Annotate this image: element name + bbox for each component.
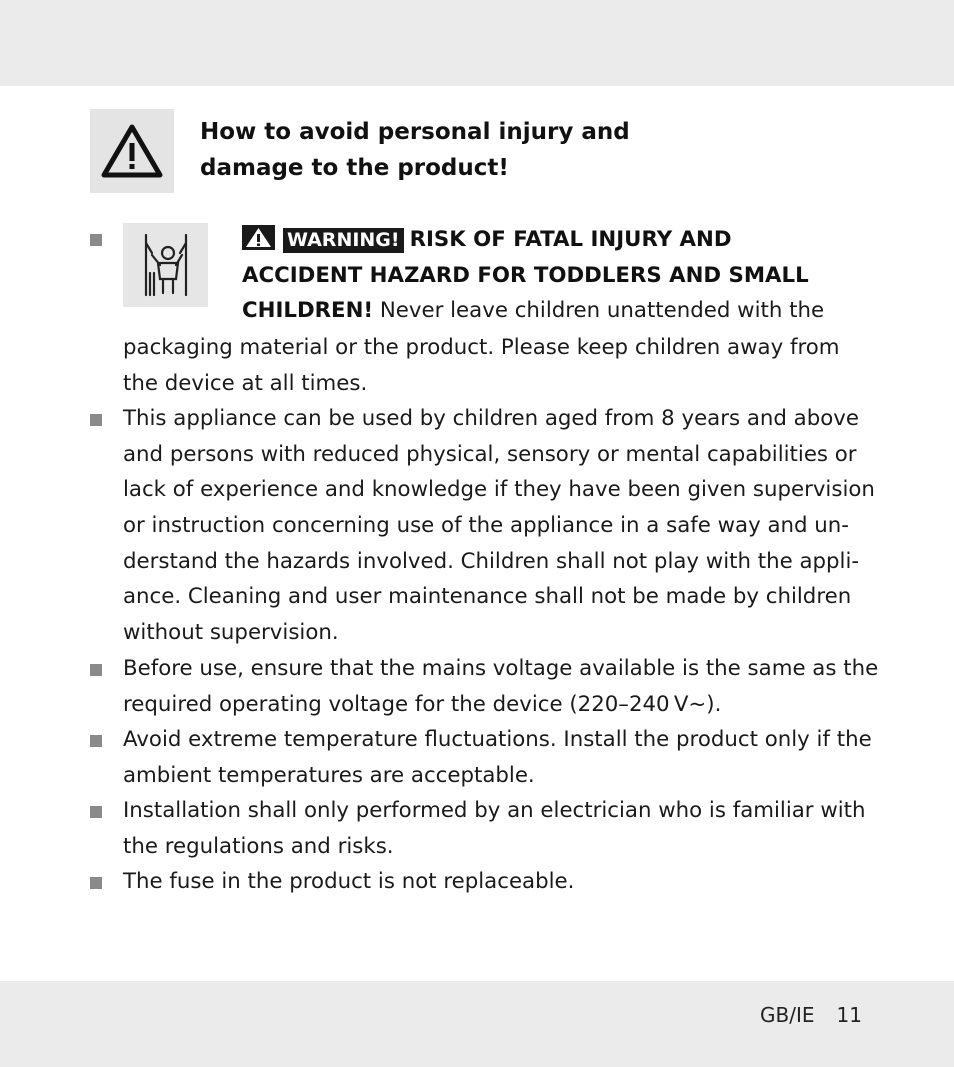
bullet-marker bbox=[90, 806, 102, 818]
paragraph-line: Avoid extreme temperature fluctuations. Install the product only if the bbox=[123, 727, 872, 752]
bullet-paragraph-3 bbox=[123, 722, 872, 793]
warning-text-1: Never leave children unattended with the bbox=[373, 298, 825, 324]
paragraph-line: ambient temperatures are acceptable. bbox=[123, 762, 535, 788]
bullet-marker bbox=[90, 414, 102, 426]
paragraph-line: and persons with reduced physical, sensory or mental capabilities or bbox=[123, 441, 857, 467]
paragraph-line: The fuse in the product is not replaceable. bbox=[123, 869, 575, 894]
warning-label: WARNING! bbox=[283, 228, 404, 253]
page-number: 11 bbox=[836, 1003, 862, 1027]
warning-triangle-icon bbox=[242, 225, 275, 250]
warning-body bbox=[123, 330, 868, 401]
warning-triangle-icon bbox=[90, 109, 174, 193]
paragraph-line: This appliance can be used by children aged from 8 years and above bbox=[123, 406, 859, 431]
warning-caps-1: RISK OF FATAL INJURY AND bbox=[409, 227, 732, 252]
paragraph-line: the regulations and risks. bbox=[123, 833, 394, 859]
heading-line-2: damage to the product! bbox=[200, 154, 509, 181]
paragraph-line: derstand the hazards involved. Children shall not play with the appli- bbox=[123, 548, 860, 574]
bullet-paragraph-4 bbox=[123, 793, 868, 864]
bullet-paragraph-2 bbox=[123, 651, 879, 722]
top-margin-band bbox=[0, 0, 954, 86]
bullet-marker bbox=[90, 877, 102, 889]
paragraph-line: Before use, ensure that the mains voltage available is the same as the bbox=[123, 656, 879, 681]
warning-caps-3: CHILDREN! bbox=[242, 298, 374, 324]
warning-caps-2: ACCIDENT HAZARD FOR TODDLERS AND SMALL bbox=[242, 262, 809, 288]
paragraph-line: or instruction concerning use of the appliance in a safe way and un- bbox=[123, 513, 849, 539]
paragraph-line: lack of experience and knowledge if they have been given supervision bbox=[123, 477, 875, 503]
paragraph-line: Installation shall only performed by an electrician who is familiar with bbox=[123, 798, 866, 823]
page-footer bbox=[760, 1000, 870, 1030]
region-label: GB/IE bbox=[760, 1003, 815, 1027]
bullet-marker bbox=[90, 735, 102, 747]
warning-text-3: the device at all times. bbox=[123, 370, 368, 396]
paragraph-line: required operating voltage for the device (220–240 V~). bbox=[123, 691, 722, 717]
warning-text-2: packaging material or the product. Please keep children away from bbox=[123, 335, 840, 360]
child-hazard-icon bbox=[123, 223, 208, 307]
paragraph-line: ance. Cleaning and user maintenance shall not be made by children bbox=[123, 584, 852, 610]
paragraph-line: without supervision. bbox=[123, 620, 339, 646]
bullet-marker bbox=[90, 234, 102, 246]
warning-title bbox=[242, 222, 882, 329]
bullet-paragraph-5 bbox=[123, 864, 868, 900]
bullet-paragraph-1 bbox=[123, 401, 875, 651]
bullet-marker bbox=[90, 664, 102, 676]
section-heading bbox=[200, 114, 820, 185]
heading-line-1: How to avoid personal injury and bbox=[200, 119, 630, 145]
